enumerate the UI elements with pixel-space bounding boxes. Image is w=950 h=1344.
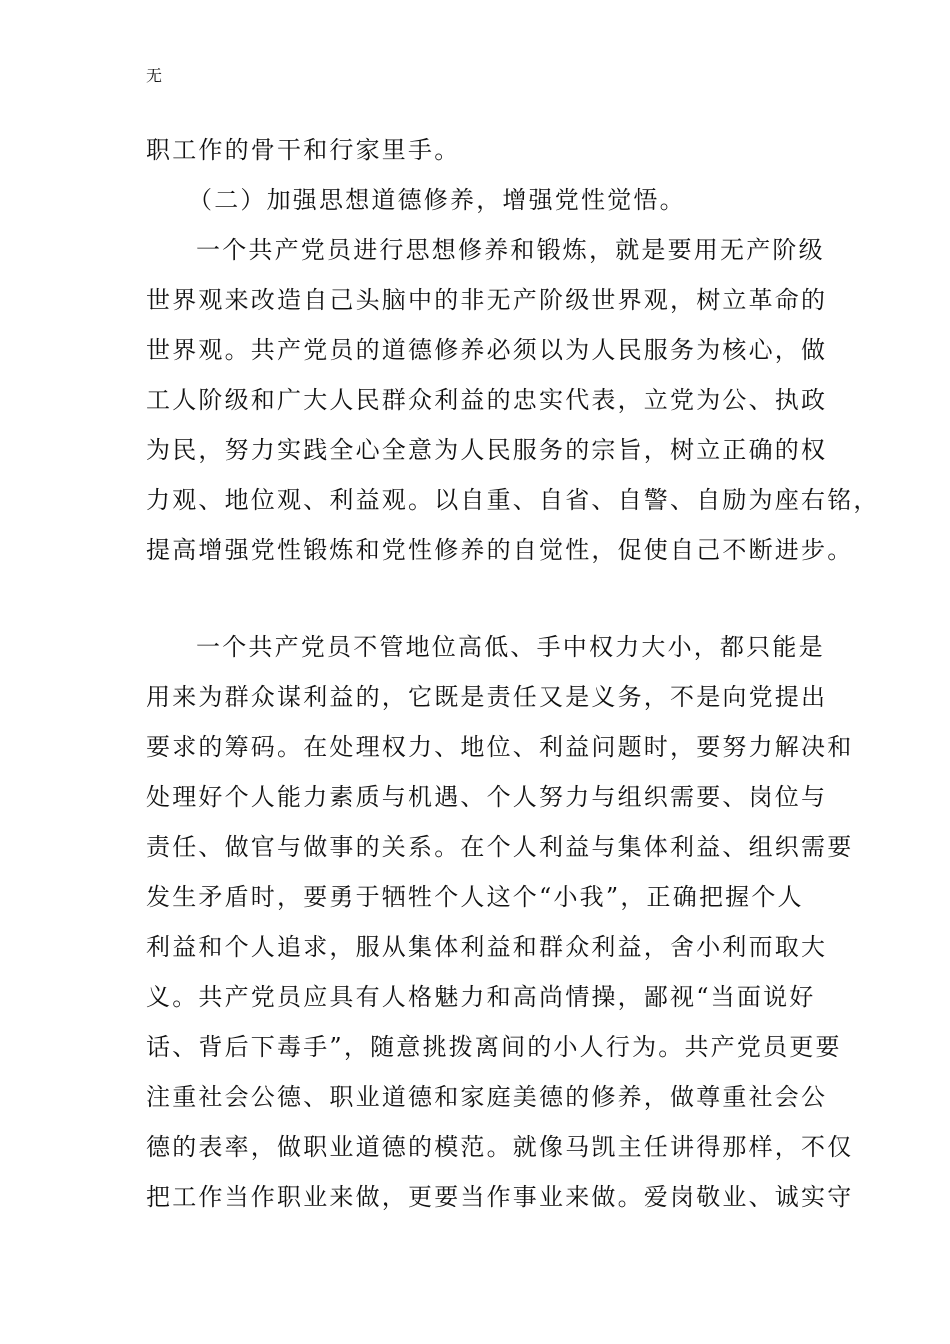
section-heading: （二）加强思想道德修养，增强党性觉悟。 bbox=[188, 186, 686, 214]
text-line: 话、背后下毒手”，随意挑拨离间的小人行为。共产党员更要 bbox=[146, 1033, 842, 1061]
text-line: 德的表率，做职业道德的模范。就像马凯主任讲得那样，不仅 bbox=[146, 1133, 854, 1161]
text-line: 提高增强党性锻炼和党性修养的自觉性，促使自己不断进步。 bbox=[146, 536, 854, 564]
text-line: 义。共产党员应具有人格魅力和高尚情操，鄙视“当面说好 bbox=[146, 983, 816, 1011]
text-line: 一个共产党员不管地位高低、手中权力大小，都只能是 bbox=[196, 633, 825, 661]
text-line: 发生矛盾时，要勇于牺牲个人这个“小我”，正确把握个人 bbox=[146, 883, 804, 911]
text-line: 注重社会公德、职业道德和家庭美德的修养，做尊重社会公 bbox=[146, 1083, 828, 1111]
text-line: 一个共产党员进行思想修养和锻炼，就是要用无产阶级 bbox=[196, 236, 825, 264]
text-line: 世界观。共产党员的道德修养必须以为人民服务为核心，做 bbox=[146, 336, 828, 364]
text-line: 用来为群众谋利益的，它既是责任又是义务，不是向党提出 bbox=[146, 683, 828, 711]
text-line: 要求的筹码。在处理权力、地位、利益问题时，要努力解决和 bbox=[146, 733, 854, 761]
text-line: 为民，努力实践全心全意为人民服务的宗旨，树立正确的权 bbox=[146, 436, 828, 464]
text-line: 责任、做官与做事的关系。在个人利益与集体利益、组织需要 bbox=[146, 833, 854, 861]
text-line: 职工作的骨干和行家里手。 bbox=[146, 136, 461, 164]
text-line: 利益和个人追求，服从集体利益和群众利益，舍小利而取大 bbox=[146, 933, 828, 961]
text-line: 力观、地位观、利益观。以自重、自省、自警、自励为座右铭， bbox=[146, 486, 880, 514]
page-header-mark: 无 bbox=[146, 66, 163, 85]
text-line: 工人阶级和广大人民群众利益的忠实代表，立党为公、执政 bbox=[146, 386, 828, 414]
text-line: 世界观来改造自己头脑中的非无产阶级世界观，树立革命的 bbox=[146, 286, 828, 314]
text-line: 把工作当作职业来做，更要当作事业来做。爱岗敬业、诚实守 bbox=[146, 1183, 854, 1211]
text-line: 处理好个人能力素质与机遇、个人努力与组织需要、岗位与 bbox=[146, 783, 828, 811]
